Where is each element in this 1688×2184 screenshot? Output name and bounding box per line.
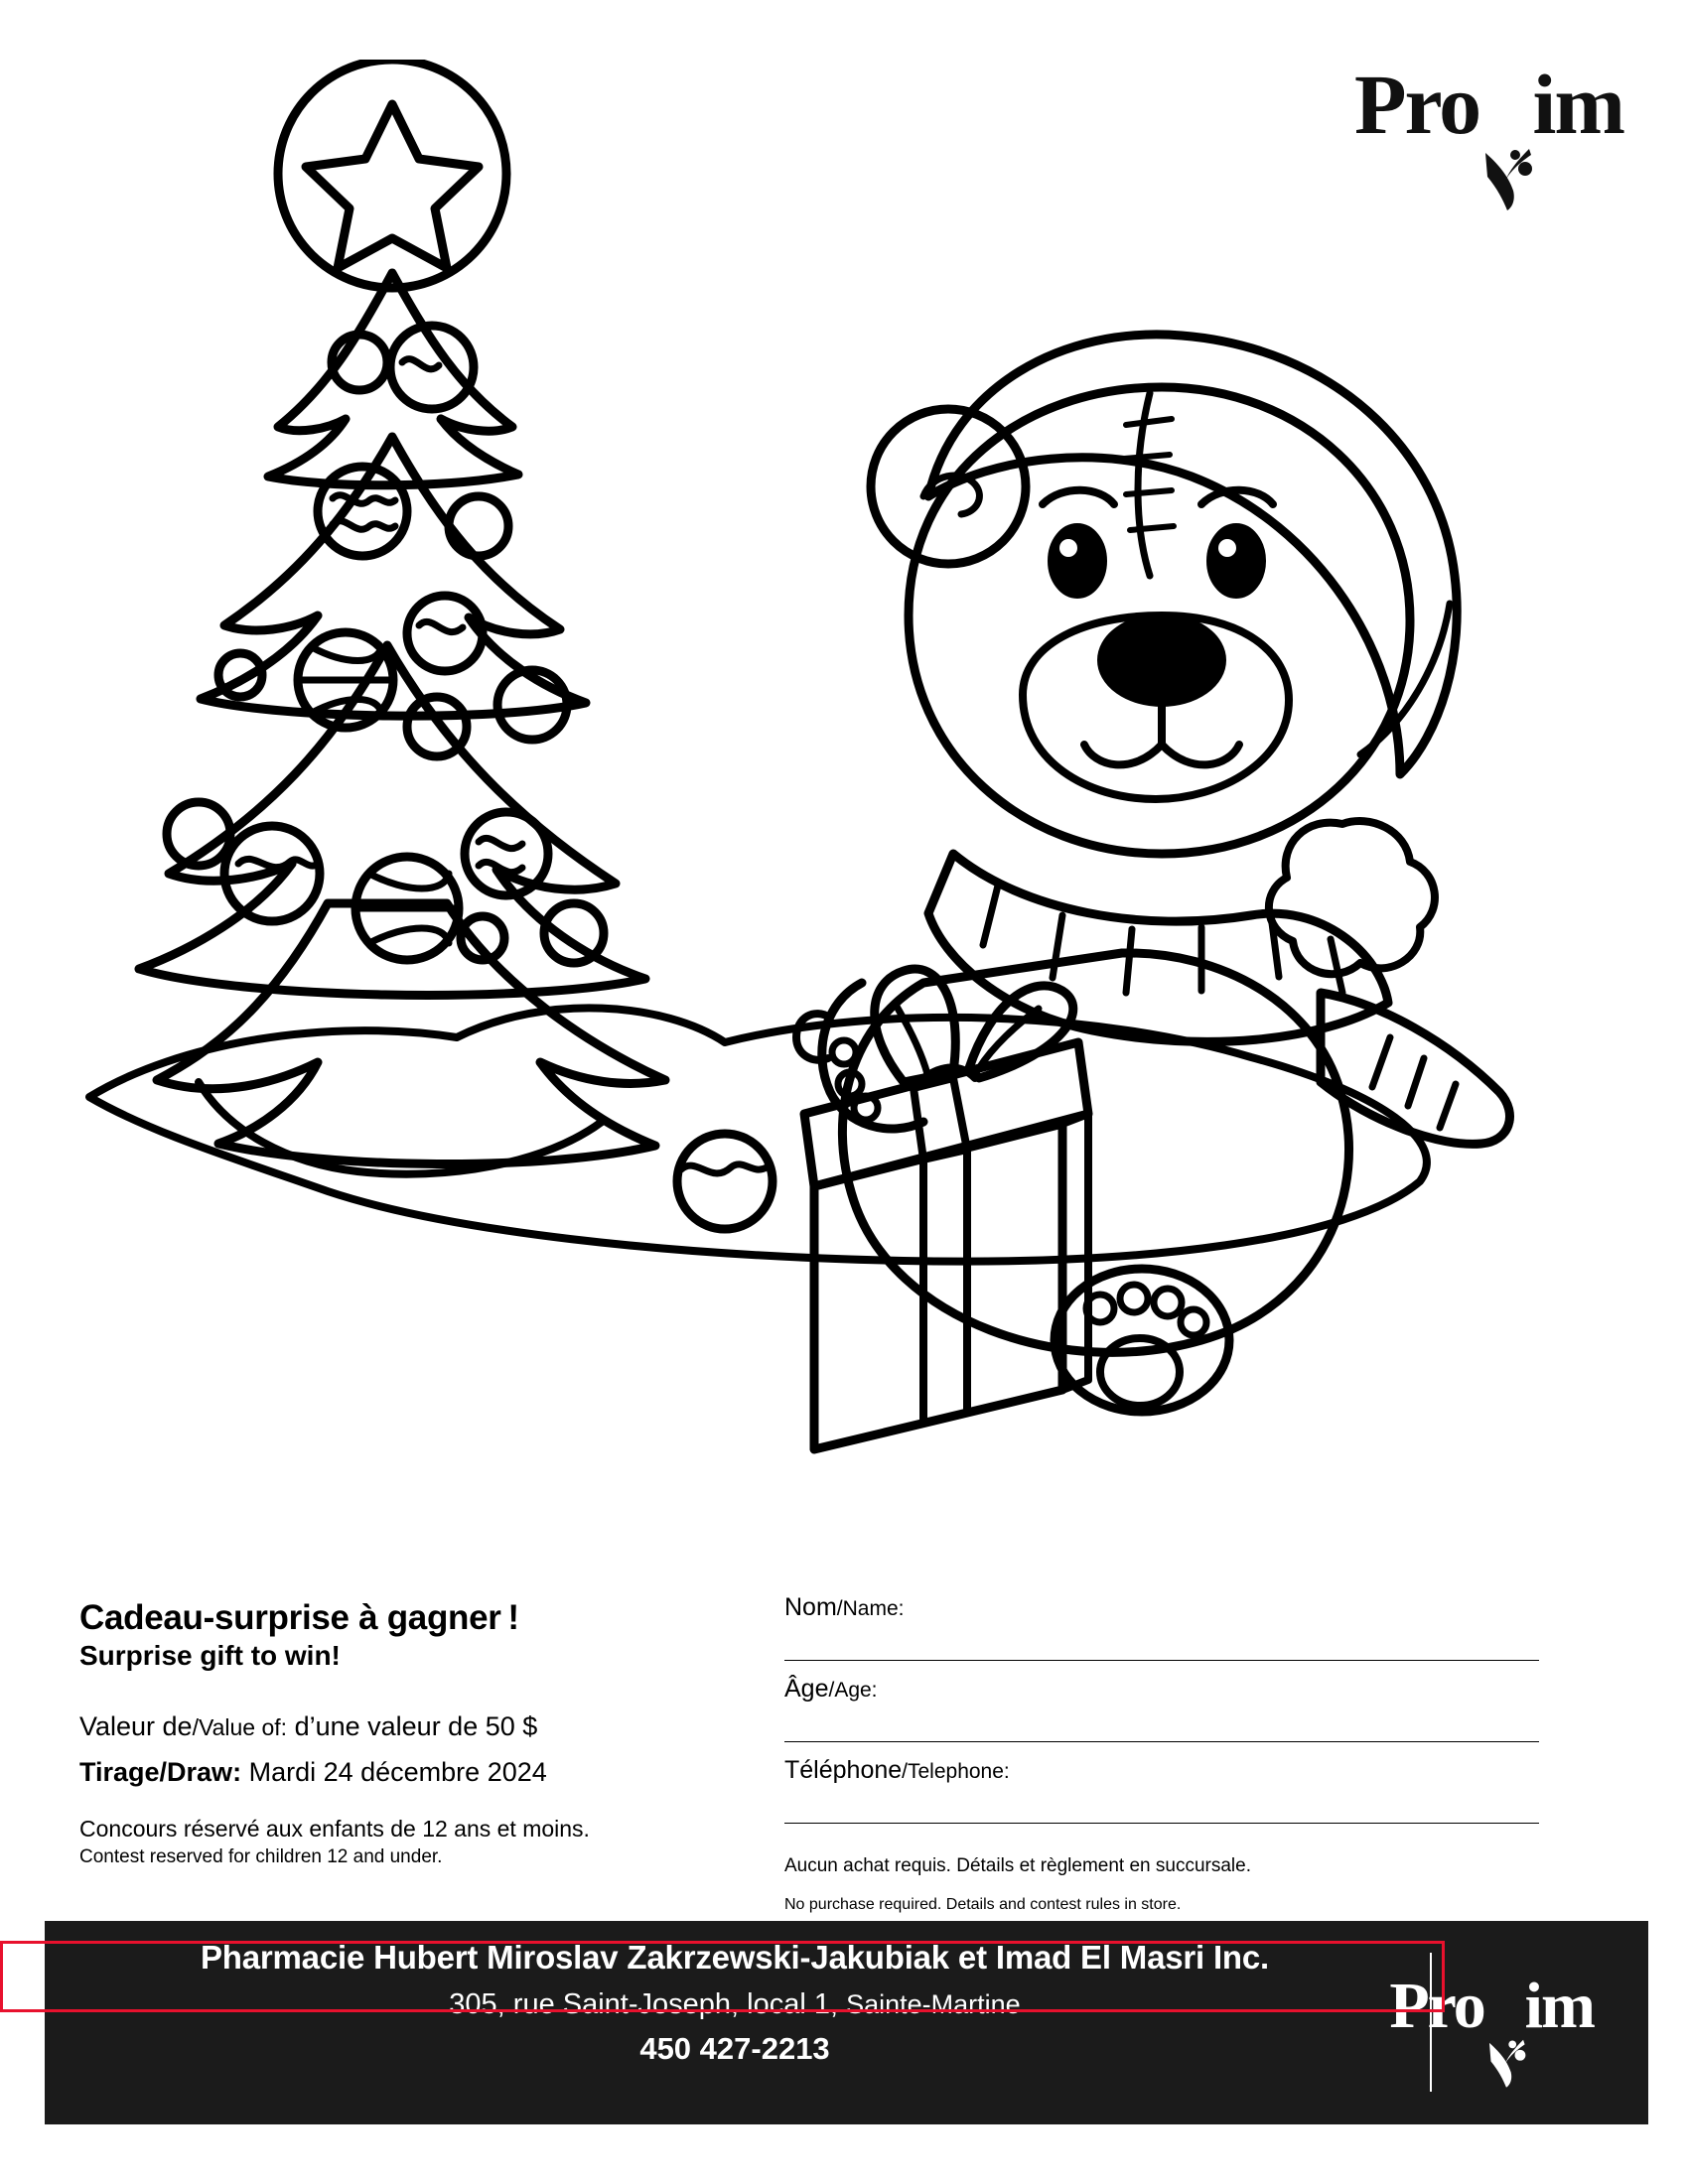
- contest-rules-en: Contest reserved for children 12 and under.: [79, 1845, 443, 1867]
- age-field-label: Âge/Age:: [784, 1675, 878, 1703]
- draw-date: Mardi 24 décembre 2024: [248, 1756, 547, 1787]
- contest-details: [79, 1598, 755, 1868]
- age-field-input[interactable]: [784, 1741, 1539, 1742]
- proxim-logo-text-part2: im: [1532, 57, 1623, 152]
- contest-value-line: [79, 1709, 755, 1744]
- name-field-input[interactable]: [784, 1660, 1539, 1661]
- christmas-coloring-illustration: [30, 60, 1658, 1549]
- value-label-en: /Value of:: [192, 1714, 288, 1741]
- draw-label: Tirage/Draw:: [79, 1756, 242, 1787]
- pharmacy-street: 305, rue Saint-Joseph, local 1,: [449, 1988, 839, 2020]
- contest-rules-fr: Concours réservé aux enfants de 12 ans et moins.: [79, 1815, 590, 1842]
- footer-bar: [45, 1921, 1648, 2124]
- name-field-label: Nom/Name:: [784, 1593, 905, 1621]
- pharmacy-city: Sainte-Martine: [846, 1989, 1021, 2019]
- proxim-logo-footer: [1389, 1969, 1594, 2044]
- telephone-field-row[interactable]: [784, 1756, 1539, 1838]
- contest-headline-fr: Cadeau-surprise à gagner !: [79, 1598, 519, 1637]
- contest-draw-line: [79, 1757, 755, 1788]
- telephone-field-label: Téléphone/Telephone:: [784, 1756, 1010, 1784]
- name-field-row[interactable]: [784, 1593, 1539, 1675]
- disclaimer-fr: Aucun achat requis. Détails et règlement en succursale.: [784, 1855, 1251, 1876]
- value-label-fr: Valeur de: [79, 1711, 193, 1742]
- telephone-field-input[interactable]: [784, 1823, 1539, 1824]
- value-amount: d’une valeur de 50 $: [294, 1711, 538, 1742]
- pharmacy-phone[interactable]: 450 427-2213: [639, 2031, 830, 2066]
- pharmacy-info: [45, 1939, 1425, 2067]
- pharmacy-name: Pharmacie Hubert Miroslav Zakrzewski-Jakubiak et Imad El Masri Inc.: [200, 1939, 1270, 1976]
- disclaimer-en: No purchase required. Details and contest rules in store.: [784, 1896, 1182, 1913]
- proxim-logo-footer-text-part1: Pro: [1389, 1970, 1484, 2042]
- age-field-row[interactable]: [784, 1675, 1539, 1756]
- entry-form: [784, 1593, 1539, 1930]
- contest-headline-en: Surprise gift to win!: [79, 1640, 341, 1672]
- pharmacy-address: [45, 1988, 1425, 2021]
- proxim-logo-text-part1: Pro: [1353, 57, 1480, 152]
- proxim-logo-footer-text-part2: im: [1524, 1970, 1594, 2042]
